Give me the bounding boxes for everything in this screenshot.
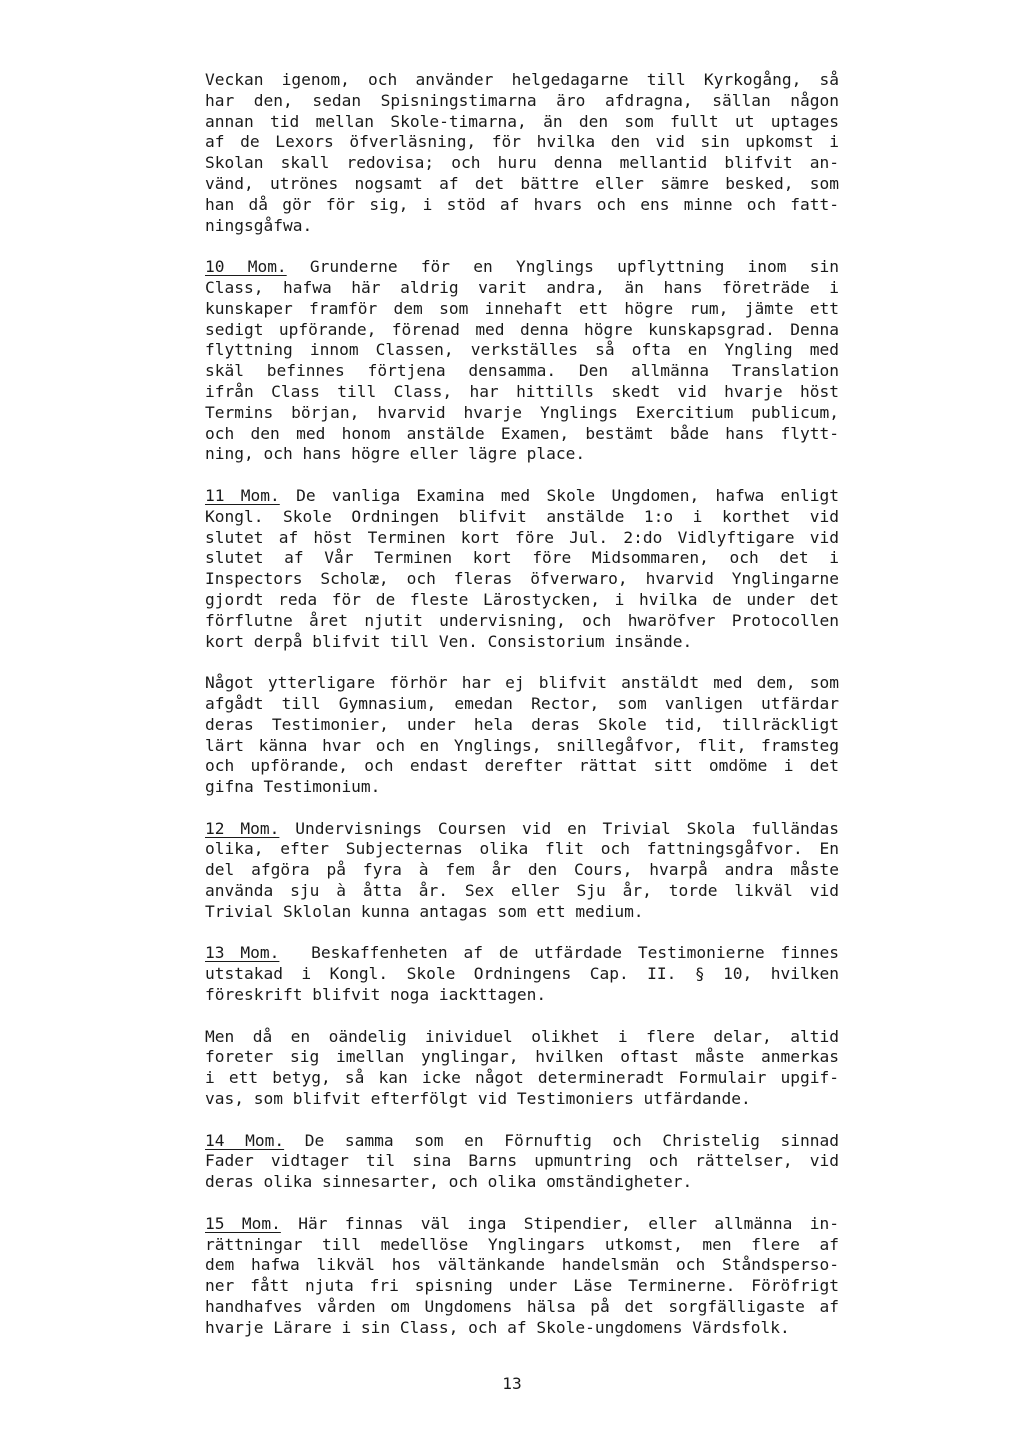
line-text: ning, och hans högre eller lägre place. bbox=[205, 444, 586, 464]
text-line bbox=[205, 132, 839, 153]
line-text: och den med honom anstälde Examen, bestämt både hans flytt- bbox=[205, 423, 839, 443]
text-line bbox=[205, 528, 839, 549]
text-line bbox=[205, 1068, 839, 1089]
text-line bbox=[205, 590, 839, 611]
text-line bbox=[205, 548, 839, 569]
line-text: deras Testimonier, under hela deras Skole tid, tillräckligt bbox=[205, 714, 839, 734]
text-line bbox=[205, 1297, 839, 1318]
text-line bbox=[205, 1318, 839, 1339]
line-text: kort derpå blifvit till Ven. Consistorium insände. bbox=[205, 631, 693, 651]
line-text: förflutne året njutit undervisning, och hwaröfver Protocollen bbox=[205, 610, 839, 630]
text-line bbox=[205, 257, 839, 278]
text-line bbox=[205, 486, 839, 507]
line-text: gjordt reda för de fleste Lärostycken, i hvilka de under det bbox=[205, 589, 839, 609]
line-text: olika, efter Subjecternas olika flit och fattningsgåfvor. En bbox=[205, 839, 839, 859]
text-line bbox=[205, 1047, 839, 1068]
text-line bbox=[205, 320, 839, 341]
line-text: Undervisnings Coursen vid en Trivial Skola fulländas bbox=[279, 818, 839, 838]
line-text: deras olika sinnesarter, och olika omständigheter. bbox=[205, 1172, 693, 1192]
line-text: vänd, utrönes nogsamt af det bättre eller sämre besked, som bbox=[205, 173, 839, 193]
line-text: Något ytterligare förhör har ej blifvit anstäldt med dem, som bbox=[205, 673, 839, 693]
text-line bbox=[205, 756, 839, 777]
section-paragraph bbox=[205, 943, 839, 1005]
text-line bbox=[205, 1255, 839, 1276]
text-line bbox=[205, 91, 839, 112]
text-line bbox=[205, 1276, 839, 1297]
line-text: ifrån Class till Class, har hittills skedt vid hvarje höst bbox=[205, 381, 839, 401]
text-line bbox=[205, 1151, 839, 1172]
line-text: annan tid mellan Skole-timarna, än den som fullt ut uptages bbox=[205, 111, 839, 131]
line-text: Beskaffenheten af de utfärdade Testimonierne finnes bbox=[279, 943, 839, 963]
line-text: kunskaper framför dem som innehaft ett högre rum, jämte ett bbox=[205, 298, 839, 318]
text-line bbox=[205, 819, 839, 840]
line-text: ningsgåfwa. bbox=[205, 215, 313, 235]
text-line bbox=[205, 736, 839, 757]
text-line bbox=[205, 715, 839, 736]
line-text: ner fått njuta fri spisning under Läse Terminerne. Föröfrigt bbox=[205, 1276, 839, 1296]
text-line bbox=[205, 216, 839, 237]
line-text: använda sju à åtta år. Sex eller Sju år, torde likväl vid bbox=[205, 881, 839, 901]
text-line bbox=[205, 1131, 839, 1152]
line-text: De samma som en Förnuftig och Christelig sinnad bbox=[284, 1130, 839, 1150]
text-line bbox=[205, 299, 839, 320]
text-line bbox=[205, 382, 839, 403]
text-line bbox=[205, 1027, 839, 1048]
text-paragraph bbox=[205, 1027, 839, 1110]
section-paragraph bbox=[205, 486, 839, 652]
text-line bbox=[205, 340, 839, 361]
text-line bbox=[205, 632, 839, 653]
line-text: handhafves vården om Ungdomens hälsa på det sorgfälligaste af bbox=[205, 1297, 839, 1317]
section-heading: 10 Mom. bbox=[205, 257, 287, 277]
section-paragraph bbox=[205, 1131, 839, 1193]
line-text: Grunderne för en Ynglings upflyttning inom sin bbox=[286, 257, 839, 277]
line-text: slutet af Vår Terminen kort före Midsommaren, och det i bbox=[205, 548, 839, 568]
section-paragraph bbox=[205, 257, 839, 465]
text-line bbox=[205, 174, 839, 195]
line-text: slutet af höst Terminen kort före Jul. 2:do Vidlyftigare vid bbox=[205, 527, 839, 547]
section-heading: 11 Mom. bbox=[205, 485, 280, 505]
text-line bbox=[205, 70, 839, 91]
line-text: Inspectors Scholæ, och fleras öfverwaro, hvarvid Ynglingarne bbox=[205, 569, 839, 589]
section-heading: 12 Mom. bbox=[205, 818, 280, 838]
text-line bbox=[205, 1089, 839, 1110]
line-text: del afgöra på fyra à fem år den Cours, hvarpå andra måste bbox=[205, 860, 839, 880]
line-text: flyttning innom Classen, verkställes så ofta en Yngling med bbox=[205, 340, 839, 360]
line-text: har den, sedan Spisningstimarna äro afdragna, sällan någon bbox=[205, 90, 839, 110]
text-paragraph bbox=[205, 70, 839, 236]
line-text: af de Lexors öfverläsning, för hvilka den vid sin upkomst i bbox=[205, 132, 839, 152]
line-text: sedigt upförande, förenad med denna högre kunskapsgrad. Denna bbox=[205, 319, 839, 339]
text-line bbox=[205, 1214, 839, 1235]
text-line bbox=[205, 881, 839, 902]
line-text: Här finnas väl inga Stipendier, eller allmänna in- bbox=[280, 1213, 839, 1233]
section-heading: 15 Mom. bbox=[205, 1213, 281, 1233]
line-text: Men då en oändelig inividuel olikhet i flere delar, altid bbox=[205, 1026, 839, 1046]
text-line bbox=[205, 902, 839, 923]
text-line bbox=[205, 611, 839, 632]
text-line bbox=[205, 1235, 839, 1256]
line-text: föreskrift blifvit noga iackttagen. bbox=[205, 985, 547, 1005]
line-text: Trivial Sklolan kunna antagas som ett medium. bbox=[205, 901, 644, 921]
line-text: skäl befinnes förtjena densamma. Den allmänna Translation bbox=[205, 361, 839, 381]
line-text: gifna Testimonium. bbox=[205, 777, 381, 797]
text-line bbox=[205, 964, 839, 985]
line-text: lärt känna hvar och en Ynglings, snillegåfvor, flit, framsteg bbox=[205, 735, 839, 755]
document-body bbox=[205, 70, 839, 1359]
text-line bbox=[205, 569, 839, 590]
text-line bbox=[205, 507, 839, 528]
line-text: Skolan skall redovisa; och huru denna mellantid blifvit an- bbox=[205, 153, 839, 173]
text-line bbox=[205, 112, 839, 133]
section-paragraph bbox=[205, 1214, 839, 1339]
line-text: dem hafwa likväl hos vältänkande handelsmän och Ståndsperso- bbox=[205, 1255, 839, 1275]
line-text: utstakad i Kongl. Skole Ordningens Cap. II. § 10, hvilken bbox=[205, 964, 839, 984]
line-text: Fader vidtager til sina Barns upmuntring och rättelser, vid bbox=[205, 1151, 839, 1171]
text-line bbox=[205, 943, 839, 964]
text-line bbox=[205, 424, 839, 445]
text-line bbox=[205, 278, 839, 299]
line-text: och upförande, och endast derefter rättat sitt omdöme i det bbox=[205, 756, 839, 776]
text-line bbox=[205, 361, 839, 382]
section-heading: 14 Mom. bbox=[205, 1130, 285, 1150]
text-line bbox=[205, 860, 839, 881]
text-line bbox=[205, 1172, 839, 1193]
text-paragraph bbox=[205, 673, 839, 798]
section-paragraph bbox=[205, 819, 839, 923]
text-line bbox=[205, 403, 839, 424]
text-line bbox=[205, 985, 839, 1006]
line-text: De vanliga Examina med Skole Ungdomen, hafwa enligt bbox=[279, 485, 839, 505]
section-heading: 13 Mom. bbox=[205, 943, 280, 963]
text-line bbox=[205, 444, 839, 465]
line-text: foreter sig imellan ynglingar, hvilken oftast måste anmerkas bbox=[205, 1047, 839, 1067]
page-number: 13 bbox=[502, 1374, 522, 1393]
line-text: Class, hafwa här aldrig varit andra, än hans företräde i bbox=[205, 277, 839, 297]
line-text: Kongl. Skole Ordningen blifvit anstälde 1:o i korthet vid bbox=[205, 506, 839, 526]
line-text: han då gör för sig, i stöd af hvars och ens minne och fatt- bbox=[205, 194, 839, 214]
text-line bbox=[205, 153, 839, 174]
text-line bbox=[205, 673, 839, 694]
text-line bbox=[205, 839, 839, 860]
line-text: rättningar till medellöse Ynglingars utkomst, men flere af bbox=[205, 1234, 839, 1254]
text-line bbox=[205, 777, 839, 798]
text-line bbox=[205, 195, 839, 216]
line-text: vas, som blifvit efterfölgt vid Testimoniers utfärdande. bbox=[205, 1089, 751, 1109]
line-text: i ett betyg, så kan icke något determineradt Formulair upgif- bbox=[205, 1068, 839, 1088]
line-text: hvarje Lärare i sin Class, och af Skole-ungdomens Värdsfolk. bbox=[205, 1317, 790, 1337]
line-text: Termins början, hvarvid hvarje Ynglings Exercitium publicum, bbox=[205, 402, 839, 422]
text-line bbox=[205, 694, 839, 715]
line-text: Veckan igenom, och använder helgedagarne till Kyrkogång, så bbox=[205, 70, 839, 89]
line-text: afgådt till Gymnasium, emedan Rector, som vanligen utfärdar bbox=[205, 693, 839, 713]
